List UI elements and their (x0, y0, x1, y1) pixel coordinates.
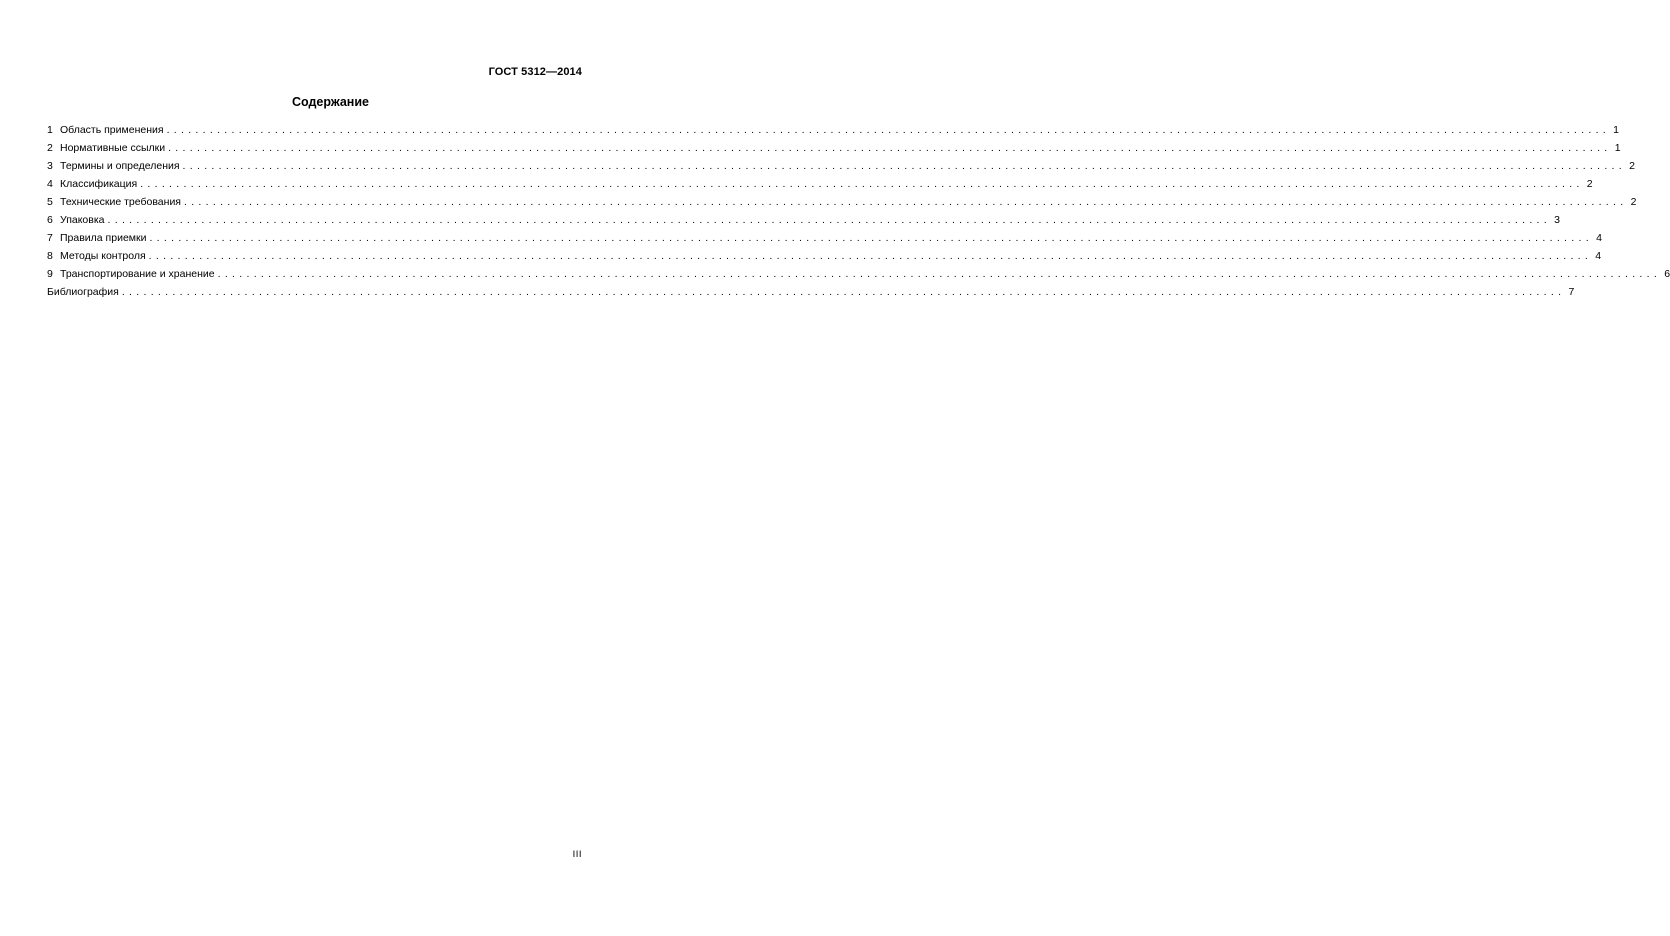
toc-item-number: 6 (47, 214, 53, 226)
toc-item[interactable] (47, 157, 1635, 175)
toc-leader-dots: ........................................................................................................................................................................................................ (184, 196, 1628, 208)
toc-item-page: 1 (1613, 124, 1620, 136)
toc-item[interactable] (47, 229, 1602, 247)
toc-item-label: Область применения (60, 124, 164, 136)
toc-item-page: 3 (1554, 214, 1560, 226)
toc-item[interactable] (47, 121, 1620, 139)
toc-leader-dots: ........................................................................................................................................................................................................ (182, 160, 1626, 172)
toc-item-label: Термины и определения (60, 160, 180, 172)
toc-leader-dots: ........................................................................................................................................................................................................ (217, 268, 1662, 280)
toc-item-label: Классификация (60, 178, 138, 190)
toc-item-number: 1 (47, 124, 53, 136)
toc-item-page: 2 (1586, 178, 1593, 190)
toc-item[interactable] (47, 247, 1602, 265)
toc-leader-dots: ........................................................................................................................................................................................................ (149, 232, 1593, 244)
toc-leader-dots: ........................................................................................................................................................................................................ (107, 214, 1551, 226)
toc-item-number: 3 (47, 160, 53, 172)
toc-item-label: Библиография (47, 286, 119, 298)
toc-item-page: 1 (1614, 142, 1621, 154)
toc-item[interactable] (47, 211, 1560, 229)
toc-leader-dots: ........................................................................................................................................................................................................ (140, 178, 1584, 190)
toc-item[interactable] (47, 175, 1593, 193)
toc-item-number: 8 (47, 250, 53, 262)
toc-item[interactable] (47, 193, 1637, 211)
toc-item-page: 6 (1664, 268, 1670, 280)
toc-item-number: 7 (47, 232, 53, 244)
toc-item-label: Технические требования (60, 196, 181, 208)
toc-list (47, 121, 1670, 301)
toc-item-label: Нормативные ссылки (60, 142, 166, 154)
toc-item[interactable] (47, 265, 1670, 283)
toc-item-label: Упаковка (60, 214, 105, 226)
toc-leader-dots: ........................................................................................................................................................................................................ (148, 250, 1593, 262)
toc-leader-dots: ........................................................................................................................................................................................................ (166, 124, 1611, 136)
toc-item-page: 4 (1595, 250, 1602, 262)
toc-item-label: Методы контроля (60, 250, 146, 262)
toc-item-page: 7 (1568, 286, 1575, 298)
toc-item-bibliography[interactable] (47, 283, 1575, 301)
toc-item-number: 5 (47, 196, 53, 208)
toc-item-page: 4 (1596, 232, 1602, 244)
toc-item-page: 2 (1630, 196, 1637, 208)
toc-item-label: Транспортирование и хранение (60, 268, 215, 280)
toc-item[interactable] (47, 139, 1621, 157)
toc-leader-dots: ........................................................................................................................................................................................................ (168, 142, 1612, 154)
toc-item-number: 2 (47, 142, 53, 154)
toc-item-number: 9 (47, 268, 53, 280)
document-code: ГОСТ 5312—2014 (488, 66, 582, 78)
page-number: III (572, 849, 582, 860)
toc-title: Содержание (291, 95, 369, 109)
toc-item-page: 2 (1629, 160, 1635, 172)
toc-item-number: 4 (47, 178, 53, 190)
toc-leader-dots: ........................................................................................................................................................................................................ (121, 286, 1566, 298)
toc-item-label: Правила приемки (60, 232, 147, 244)
